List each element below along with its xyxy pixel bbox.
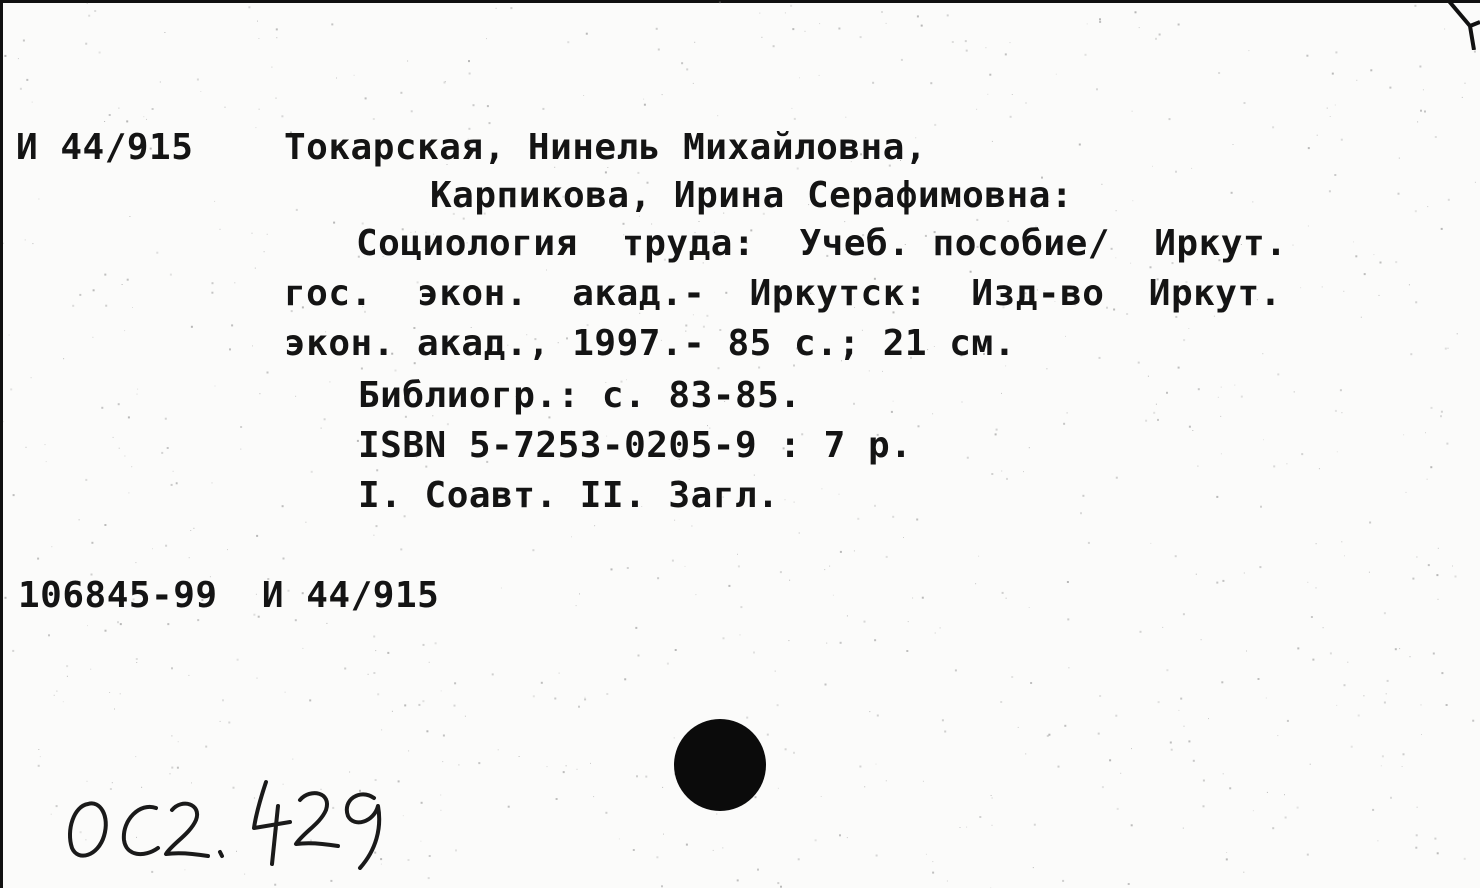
isbn-line: ISBN 5-7253-0205-9 : 7 р. — [358, 425, 913, 466]
call-number: И 44/915 — [16, 127, 194, 168]
title-line-1: Социология труда: Учеб. пособие/ Иркут. — [356, 223, 1288, 264]
coauthor-line: Карпикова, Ирина Серафимовна: — [430, 175, 1074, 216]
subject-headings: I. Соавт. II. Загл. — [358, 475, 780, 516]
title-line-2: гос. экон. акад.- Иркутск: Изд-во Иркут. — [284, 273, 1282, 314]
bibliography-note: Библиогр.: с. 83-85. — [358, 375, 802, 416]
handwritten-shelf-code — [60, 770, 400, 870]
inventory-line: 106845-99 И 44/915 — [18, 575, 440, 616]
punch-hole — [674, 719, 766, 811]
title-line-3: экон. акад., 1997.- 85 с.; 21 см. — [284, 323, 1016, 364]
author-line: Токарская, Нинель Михайловна, — [284, 127, 928, 168]
corner-fold-mark — [1444, 0, 1480, 50]
